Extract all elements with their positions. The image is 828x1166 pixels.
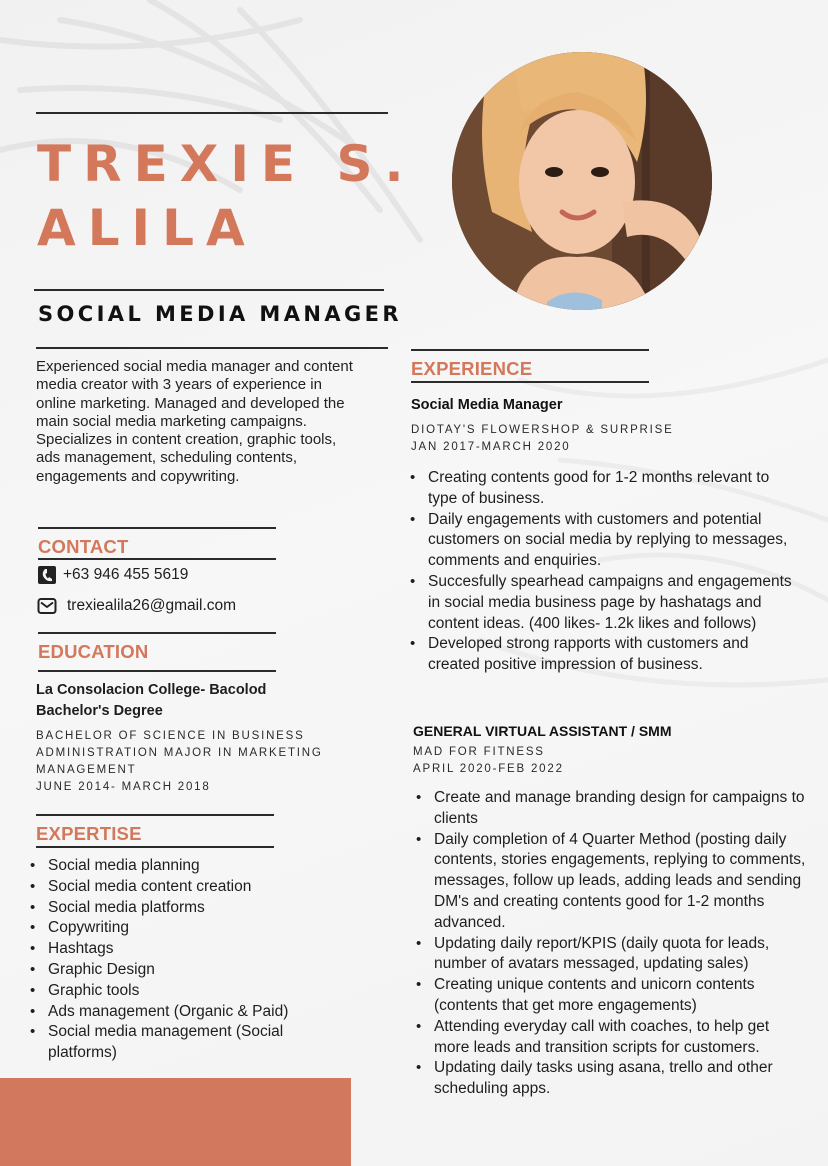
job-1-title: Social Media Manager <box>411 397 563 413</box>
contact-email-row <box>37 597 236 615</box>
expertise-item: • Social media content creation <box>30 877 340 898</box>
profile-photo <box>452 52 712 310</box>
contact-email[interactable]: trexiealila26@gmail.com <box>67 597 237 614</box>
name-bottom-rule <box>34 289 384 291</box>
expertise-heading: EXPERTISE <box>36 823 142 844</box>
contact-phone-row <box>37 565 188 585</box>
portrait-illustration <box>452 52 712 310</box>
profile-summary: Experienced social media manager and content media creator with 3 years of experience in online marketing. Managed and developed the main social media marketing campaigns. Specializes in content creation, graphic tools, ads management, scheduling contents, engagements and copywriting. <box>36 358 353 485</box>
mail-icon <box>37 597 57 615</box>
education-entry <box>36 680 266 722</box>
job-2-bullet: • Attending everyday call with coaches, to help get more leads and transition scripts for customers. <box>416 1017 808 1059</box>
expertise-item: • Ads management (Organic & Paid) <box>30 1002 340 1023</box>
degree-name: Bachelor's Degree <box>36 703 163 719</box>
expertise-bottom-rule <box>36 846 274 848</box>
experience-top-rule <box>411 349 649 351</box>
job-1-bullet: • Creating contents good for 1-2 months relevant to type of business. <box>410 468 802 510</box>
expertise-item: • Social media planning <box>30 856 340 877</box>
job-1-meta <box>411 422 674 456</box>
experience-bottom-rule <box>411 381 649 383</box>
expertise-item: • Graphic tools <box>30 981 340 1002</box>
job-1-bullets <box>410 468 802 676</box>
education-top-rule <box>38 632 276 634</box>
job-2-bullet: • Creating unique contents and unicorn contents (contents that get more engagements) <box>416 975 808 1017</box>
job-1-company: DIOTAY'S FLOWERSHOP & SURPRISE <box>411 424 674 436</box>
contact-bottom-rule <box>38 558 276 560</box>
job-2-bullets <box>416 788 808 1100</box>
job-role-title: SOCIAL MEDIA MANAGER <box>38 302 402 326</box>
expertise-item: • Copywriting <box>30 918 340 939</box>
expertise-item: • Social media management (Social platforms) <box>30 1022 330 1064</box>
education-bottom-rule <box>38 670 276 672</box>
job-2-bullet: • Updating daily tasks using asana, trello and other scheduling apps. <box>416 1058 808 1100</box>
expertise-item: • Hashtags <box>30 939 340 960</box>
job-2-meta <box>413 744 564 778</box>
expertise-list <box>30 856 340 1064</box>
job-2-title: GENERAL VIRTUAL ASSISTANT / SMM <box>413 723 672 739</box>
school-name: La Consolacion College- Bacolod <box>36 682 267 698</box>
name-line-1: TREXIE S. <box>37 135 416 193</box>
top-rule <box>36 112 388 114</box>
experience-heading: EXPERIENCE <box>411 358 533 379</box>
contact-heading: CONTACT <box>38 536 129 557</box>
contact-top-rule <box>38 527 276 529</box>
role-bottom-rule <box>36 347 388 349</box>
expertise-top-rule <box>36 814 274 816</box>
expertise-item: • Graphic Design <box>30 960 340 981</box>
job-2-bullet: • Updating daily report/KPIS (daily quota for leads, number of avatars messaged, updating sales) <box>416 934 808 976</box>
name-line-2: ALILA <box>37 199 257 257</box>
expertise-item: • Social media platforms <box>30 898 340 919</box>
job-2-bullet: • Create and manage branding design for campaigns to clients <box>416 788 808 830</box>
education-details <box>36 728 323 796</box>
education-heading: EDUCATION <box>38 641 149 662</box>
job-1-bullet: • Succesfully spearhead campaigns and engagements in social media business page by hashatags and content ideas. (400 likes- 1.2k likes and follows) <box>410 572 802 634</box>
education-detail-line: BACHELOR OF SCIENCE IN BUSINESS <box>36 730 305 742</box>
phone-icon <box>37 565 57 585</box>
job-2-dates: APRIL 2020-FEB 2022 <box>413 763 564 775</box>
education-dates: JUNE 2014- MARCH 2018 <box>36 781 211 793</box>
candidate-name <box>37 132 415 260</box>
job-1-bullet: • Developed strong rapports with customers and created positive impression of business. <box>410 634 802 676</box>
job-2-company: MAD FOR FITNESS <box>413 746 545 758</box>
job-1-dates: JAN 2017-MARCH 2020 <box>411 441 571 453</box>
accent-color-block <box>0 1078 351 1166</box>
job-1-bullet: • Daily engagements with customers and potential customers on social media by replying to messages, comments and enquiries. <box>410 510 802 572</box>
education-detail-line: MANAGEMENT <box>36 764 137 776</box>
job-2-bullet: • Daily completion of 4 Quarter Method (posting daily contents, stories engagements, replying to comments, messages, follow up leads, adding leads and sending DM's and creating contents good for 1-2 months advanced. <box>416 830 808 934</box>
education-detail-line: ADMINISTRATION MAJOR IN MARKETING <box>36 747 323 759</box>
contact-phone: +63 946 455 5619 <box>63 566 189 583</box>
